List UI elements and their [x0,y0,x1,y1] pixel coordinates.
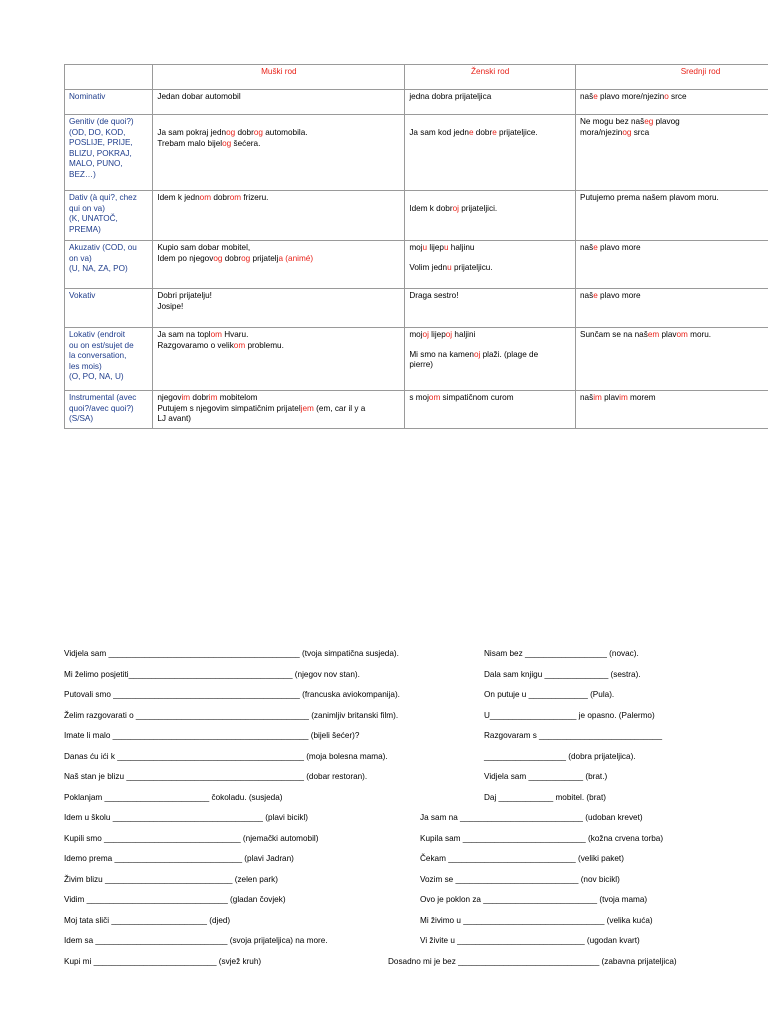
text-segment: jedna dobra prijateljica [409,92,492,101]
cell-line [409,204,571,215]
text-segment: Draga sestro! [409,291,459,300]
neuter-cell [576,90,768,115]
text-segment: Ja sam pokraj jedn [157,128,227,137]
feminine-cell [405,241,576,289]
text-segment: Idem k dobr [409,204,453,213]
text-segment: morem [627,393,656,402]
text-segment: Volim jedn [409,262,448,272]
text-segment: šećera. [231,138,261,148]
ending-highlight: (animé) [283,253,314,263]
text-segment: plaži. (plage de [480,349,539,359]
text-segment: haljini [452,330,476,339]
text-segment: Kupio sam dobar mobitel, [157,243,251,252]
text-segment: plavo more [597,243,641,252]
exercise-sentence: Vidim _______________________________ (gladan čovjek) [64,895,286,904]
case-label-line: (S/SA) [69,414,94,424]
text-segment: dobr [222,253,242,263]
exercise-sentence: Razgovaram s ___________________________ [484,731,663,740]
exercise-sentence: Čekam ____________________________ (veliki paket) [420,854,624,863]
text-segment: LJ avant) [157,414,192,424]
text-segment: Ja sam kod jedn [409,128,469,137]
ending-highlight: u [422,243,428,252]
ending-highlight: a [278,253,284,263]
text-segment: problemu. [245,340,284,350]
exercise-sentence: Mi živimo u _______________________________ (velika kuća) [420,916,653,925]
cell-line [580,243,768,254]
exercise-sentence: Daj ____________ mobitel. (brat) [484,793,606,802]
ending-highlight: oj [452,204,459,213]
text-segment: moj [409,243,423,252]
text-segment: Mi smo na kamen [409,349,474,359]
text-segment: dobr [190,393,209,402]
ending-highlight: om [199,193,212,202]
masculine-cell [153,391,405,429]
cell-line [157,302,400,313]
masculine-cell [153,90,405,115]
text-segment: Ne mogu bez naš [580,117,645,126]
cell-line [409,92,571,103]
table-row [65,191,768,241]
text-segment: naš [580,243,594,252]
case-label [65,328,153,391]
exercise-sentence: Želim razgovarati o ______________________________________ (zanimljiv britanski film). [64,711,399,720]
cell-line [157,341,400,352]
cell-line [409,330,571,341]
feminine-cell [405,289,576,328]
ending-highlight: om [229,193,242,202]
masculine-cell [153,191,405,241]
text-segment: Sunčam se na naš [580,330,648,339]
ending-highlight: e [468,128,474,137]
table-row [65,328,768,391]
cell-line [580,117,768,128]
feminine-cell [405,391,576,429]
text-segment: Putujemo prema našem plavom moru. [580,193,719,202]
ending-highlight: e [593,92,598,101]
case-label-line: on va) [69,253,92,263]
ending-highlight: om [676,330,688,339]
text-segment: mobitelom [217,393,258,402]
text-segment: haljinu [448,243,475,252]
text-segment: plavo more/njezin [597,92,665,101]
cell-line [580,393,768,404]
cell-line [157,139,400,150]
exercise-sentence: Ovo je poklon za _________________________ (tvoja mama) [420,895,648,904]
ending-highlight: og [253,128,263,137]
table-row [65,241,768,289]
cell-line [409,360,571,371]
cell-line [409,350,571,361]
cell-line [157,254,400,265]
case-label-line: quoi?/avec quoi?) [69,403,134,413]
text-segment: plavo more [597,291,641,300]
ending-highlight: og [213,253,223,263]
feminine-cell [405,115,576,191]
ending-highlight: om [210,330,222,339]
text-segment: lijep [428,330,446,339]
table-header-row [65,65,768,90]
exercise-sentence: Kupila sam ___________________________ (kožna crvena torba) [420,834,664,843]
ending-highlight: eg [644,117,654,126]
cell-line [157,243,400,254]
masculine-cell [153,115,405,191]
exercise-sentence: Imate li malo ___________________________________________ (bijeli šećer)? [64,731,360,740]
text-segment: Josipe! [157,301,184,311]
case-label-line: PREMA) [69,224,101,234]
text-segment: prijateljicu. [451,262,493,272]
case-label-line: qui on va) [69,203,105,213]
cell-line [157,128,400,139]
ending-highlight: oj [445,330,453,339]
ending-highlight: jem [300,403,314,413]
case-label [65,391,153,429]
text-segment: Trebam malo bijel [157,138,223,148]
exercise-sentence: Naš stan je blizu _______________________________________ (dobar restoran). [64,772,368,781]
exercise-sentence: Idemo prema ____________________________ (plavi Jadran) [64,854,294,863]
case-label [65,115,153,191]
case-label-line: BLIZU, POKRAJ, [69,148,132,158]
text-segment: prijatelj [250,253,279,263]
ending-highlight: om [428,393,441,402]
cell-line [580,92,768,103]
exercise-sentence: Idem sa _____________________________ (svoja prijateljica) na more. [64,936,328,945]
text-segment: simpatičnom curom [440,393,514,402]
neuter-cell [576,289,768,328]
text-segment: s moj [409,393,429,402]
ending-highlight: im [619,393,628,402]
exercise-sentence: Kupi mi ___________________________ (svjež kruh) [64,957,262,966]
ending-highlight: og [622,127,632,137]
text-segment: naš [580,92,594,101]
case-label-line: (OD, DO, KOD, [69,127,126,137]
case-label-line: (K, UNATOČ, [69,214,118,224]
ending-highlight: im [208,393,218,402]
header-neuter: Srednji rod [576,65,768,90]
exercise-sentence: Moj tata sliči _____________________ (djed) [64,916,231,925]
ending-highlight: em [647,330,660,339]
cell-line [580,193,768,204]
case-label [65,90,153,115]
ending-highlight: e [593,243,598,252]
cell-line [157,393,400,404]
case-label [65,289,153,328]
cell-line [157,92,400,103]
cell-line [409,243,571,254]
text-segment: plavog [653,117,680,126]
cell-line [409,263,571,274]
text-segment: dobr [235,128,254,137]
ending-highlight: im [593,393,602,402]
cell-line [409,393,571,404]
cell-line [409,128,571,139]
exercise-sentence: Kupili smo ______________________________ (njemački automobil) [64,834,319,843]
header-feminine: Ženski rod [405,65,576,90]
ending-highlight: oj [473,349,481,359]
cell-line [580,291,768,302]
cell-line [157,414,400,425]
text-segment: srce [668,92,687,101]
exercise-sentence: Dala sam knjigu ______________ (sestra). [484,670,641,679]
cell-line [409,291,571,302]
masculine-cell [153,328,405,391]
text-segment: Jedan dobar automobil [157,92,241,101]
table-row [65,391,768,429]
text-segment: Idem k jedn [157,193,200,202]
neuter-cell [576,191,768,241]
cell-line [580,330,768,341]
case-label-line: Vokativ [69,291,96,300]
text-segment: Putujem s njegovim simpatičnim prijatel [157,403,301,413]
ending-highlight: u [443,243,449,252]
text-segment: Hvaru. [221,330,249,339]
exercise-sentence: Živim blizu ____________________________ (zelen park) [64,875,278,884]
exercise-sentence: Mi želimo posjetiti____________________________________ (njegov nov stan). [64,670,360,679]
ending-highlight: e [593,291,598,300]
text-segment: prijateljice. [496,128,538,137]
text-segment: srca [631,127,650,137]
text-segment: pierre) [409,360,433,370]
cell-line [157,291,400,302]
neuter-cell [576,391,768,429]
text-segment: naš [580,393,594,402]
ending-highlight: im [181,393,191,402]
ending-highlight: og [226,128,236,137]
case-label [65,191,153,241]
exercise-sentence: Dosadno mi je bez _______________________________ (zabavna prijateljica) [388,957,677,966]
case-label-line: (O, PO, NA, U) [69,372,124,382]
case-label-line: la conversation, [69,351,127,361]
text-segment: Razgovaramo o velik [157,340,234,350]
exercise-sentence: __________________ (dobra prijateljica). [484,752,636,761]
masculine-cell [153,289,405,328]
case-label [65,241,153,289]
text-segment: plav [659,330,677,339]
exercise-sentence: Ja sam na ___________________________ (udoban krevet) [420,813,643,822]
ending-highlight: o [664,92,669,101]
exercise-sentence: Danas ću ići k _________________________________________ (moja bolesna mama). [64,752,388,761]
neuter-cell [576,328,768,391]
text-segment: Idem po njegov [157,253,214,263]
text-segment: mora/njezin [580,127,623,137]
case-label-line: Nominativ [69,92,106,101]
ending-highlight: og [222,138,232,148]
case-label-line: MALO, PUNO, [69,159,123,169]
cell-line [157,330,400,341]
table-row [65,90,768,115]
text-segment: frizeru. [241,193,269,202]
text-segment: Dobri prijatelju! [157,291,212,300]
text-segment: dobr [211,193,230,202]
text-segment: moj [409,330,423,339]
text-segment: plav [601,393,620,402]
exercise-sentence: Vidjela sam ____________ (brat.) [484,772,608,781]
exercise-sentence: Vidjela sam __________________________________________ (tvoja simpatična susjeda). [64,649,399,658]
exercise-sentence: On putuje u _____________ (Pula). [484,690,615,699]
exercise-sentence: Poklanjam _______________________ čokoladu. (susjeda) [64,793,283,802]
case-label-line: ou on est/sujet de [69,340,134,350]
text-segment: njegov [157,393,182,402]
header-masculine: Muški rod [153,65,405,90]
feminine-cell [405,328,576,391]
case-label-line: BEZ…) [69,169,96,179]
exercise-sentence: U___________________ je opasno. (Palermo) [484,711,655,720]
text-segment: lijep [427,243,444,252]
header-empty-cell [65,65,153,90]
case-label-line: Lokativ (endroit [69,330,125,339]
case-label-line: Akuzativ (COD, ou [69,243,137,252]
cell-line [580,128,768,139]
text-segment: automobila. [262,128,308,137]
table-row [65,115,768,191]
ending-highlight: og [241,253,251,263]
text-segment: prijateljici. [458,204,498,213]
exercise-sentence: Putovali smo _________________________________________ (francuska aviokompanija). [64,690,400,699]
case-label-line: Genitiv (de quoi?) [69,117,134,126]
case-label-line: (U, NA, ZA, PO) [69,264,128,274]
text-segment: (em, car il y a [313,403,366,413]
cell-line [157,193,400,204]
neuter-cell [576,115,768,191]
ending-highlight: om [233,340,246,350]
exercise-sentence: Vi živite u ____________________________ (ugodan kvart) [420,936,640,945]
cell-line [157,404,400,415]
case-label-line: Dativ (à qui?, chez [69,193,137,202]
text-segment: moru. [687,330,712,339]
ending-highlight: u [447,262,452,272]
declension-table [64,64,768,429]
case-label-line: Instrumental (avec [69,393,137,402]
feminine-cell [405,191,576,241]
exercise-sentence: Vozim se ___________________________ (nov bicikl) [420,875,620,884]
table-row [65,289,768,328]
ending-highlight: oj [422,330,429,339]
feminine-cell [405,90,576,115]
text-segment: naš [580,291,594,300]
text-segment: Ja sam na topl [157,330,211,339]
neuter-cell [576,241,768,289]
exercise-sentence: Idem u školu _________________________________ (plavi bicikl) [64,813,308,822]
text-segment: dobr [473,128,493,137]
exercise-sentence: Nisam bez __________________ (novac). [484,649,639,658]
masculine-cell [153,241,405,289]
case-label-line: POSLIJE, PRIJE, [69,138,133,148]
ending-highlight: e [492,128,497,137]
case-label-line: les mois) [69,361,102,371]
